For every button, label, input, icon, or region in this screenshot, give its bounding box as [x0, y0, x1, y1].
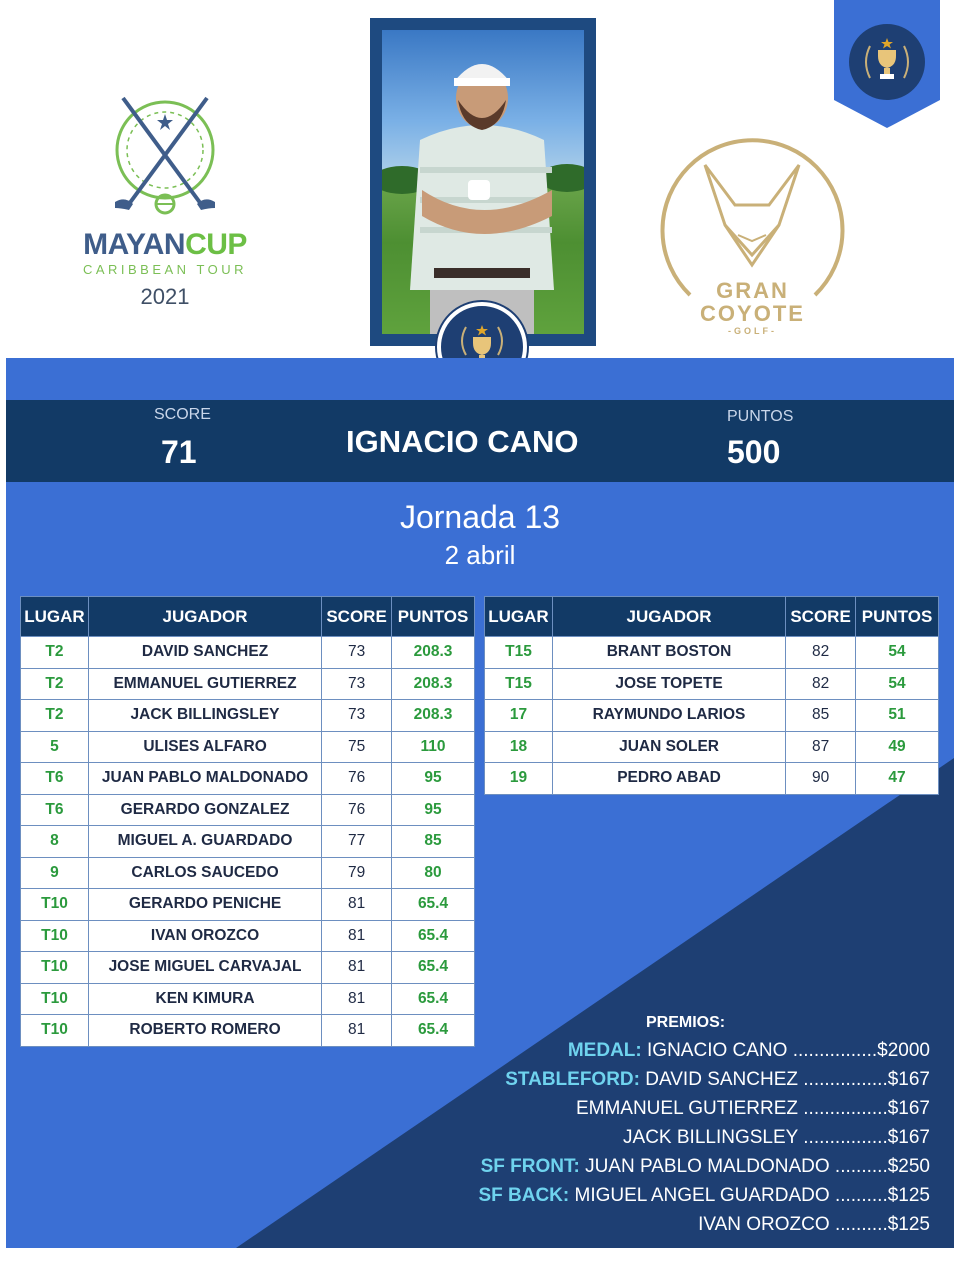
place-cell: T2 — [21, 700, 89, 732]
mayan-cup-logo — [50, 92, 280, 322]
points-cell: 65.4 — [392, 1015, 475, 1047]
prize-category: STABLEFORD: — [505, 1069, 640, 1090]
coyote-line-gran: GRAN — [716, 278, 789, 303]
score-cell: 79 — [322, 857, 392, 889]
prize-category: MEDAL: — [567, 1040, 642, 1061]
player-cell: KEN KIMURA — [88, 983, 321, 1015]
prize-category: SF BACK: — [478, 1185, 570, 1206]
prize-text: JACK BILLINGSLEY ................$167 — [623, 1127, 930, 1148]
table-row — [485, 700, 939, 732]
header-lugar: LUGAR — [21, 597, 89, 637]
player-cell: DAVID SANCHEZ — [88, 637, 321, 669]
prize-line — [568, 1040, 930, 1062]
winner-band — [6, 400, 954, 482]
score-cell: 90 — [786, 763, 856, 795]
player-cell: EMMANUEL GUTIERREZ — [88, 668, 321, 700]
points-cell: 95 — [392, 763, 475, 795]
coyote-line-golf: -GOLF- — [728, 326, 777, 336]
points-cell: 80 — [392, 857, 475, 889]
gran-coyote-logo — [650, 125, 855, 345]
table-row — [21, 763, 475, 795]
place-cell: 5 — [21, 731, 89, 763]
round-date: 2 abril — [444, 540, 516, 570]
score-cell: 76 — [322, 794, 392, 826]
player-cell: JOSE MIGUEL CARVAJAL — [88, 952, 321, 984]
place-cell: T15 — [485, 668, 553, 700]
score-cell: 73 — [322, 637, 392, 669]
round-title: Jornada 13 — [399, 499, 561, 535]
prize-text: IGNACIO CANO ................$2000 — [647, 1040, 930, 1061]
points-cell: 110 — [392, 731, 475, 763]
prize-text: IVAN OROZCO ..........$125 — [698, 1214, 930, 1235]
prizes-title: PREMIOS: — [646, 1014, 726, 1031]
score-cell: 82 — [786, 668, 856, 700]
points-cell: 54 — [856, 637, 939, 669]
points-value: 500 — [727, 434, 781, 470]
header-score: SCORE — [322, 597, 392, 637]
table-row — [21, 700, 475, 732]
table-row — [21, 794, 475, 826]
place-cell: T15 — [485, 637, 553, 669]
golf-player-photo — [382, 30, 584, 334]
points-cell: 49 — [856, 731, 939, 763]
header-puntos: PUNTOS — [392, 597, 475, 637]
score-cell: 77 — [322, 826, 392, 858]
points-cell: 208.3 — [392, 637, 475, 669]
points-cell: 65.4 — [392, 889, 475, 921]
place-cell: T10 — [21, 1015, 89, 1047]
header-puntos: PUNTOS — [856, 597, 939, 637]
prize-line — [623, 1127, 930, 1149]
prize-text: JUAN PABLO MALDONADO ..........$250 — [585, 1156, 930, 1177]
player-cell: CARLOS SAUCEDO — [88, 857, 321, 889]
player-photo-frame — [370, 18, 596, 346]
table-row — [21, 983, 475, 1015]
place-cell: T2 — [21, 637, 89, 669]
place-cell: T10 — [21, 920, 89, 952]
points-cell: 208.3 — [392, 700, 475, 732]
place-cell: 19 — [485, 763, 553, 795]
score-cell: 73 — [322, 668, 392, 700]
prize-line — [481, 1156, 930, 1178]
prize-text: EMMANUEL GUTIERREZ ................$167 — [575, 1098, 930, 1119]
points-cell: 65.4 — [392, 983, 475, 1015]
table-row — [21, 826, 475, 858]
mayan-cup-logo-icon — [105, 92, 225, 222]
player-cell: GERARDO PENICHE — [88, 889, 321, 921]
score-cell: 75 — [322, 731, 392, 763]
points-cell: 51 — [856, 700, 939, 732]
prize-text: DAVID SANCHEZ ................$167 — [645, 1069, 930, 1090]
prize-line — [505, 1069, 930, 1091]
score-cell: 81 — [322, 952, 392, 984]
header-score: SCORE — [786, 597, 856, 637]
gran-coyote-wordmark — [650, 280, 855, 336]
table-row — [21, 731, 475, 763]
score-cell: 81 — [322, 1015, 392, 1047]
player-cell: JOSE TOPETE — [552, 668, 785, 700]
coyote-line-coyote: COYOTE — [700, 301, 805, 326]
place-cell: T10 — [21, 952, 89, 984]
winner-name: IGNACIO CANO — [346, 424, 579, 459]
score-cell: 81 — [322, 920, 392, 952]
points-cell: 95 — [392, 794, 475, 826]
table-row — [21, 952, 475, 984]
table-row — [21, 668, 475, 700]
place-cell: 9 — [21, 857, 89, 889]
points-cell: 47 — [856, 763, 939, 795]
player-cell: JUAN SOLER — [552, 731, 785, 763]
score-cell: 85 — [786, 700, 856, 732]
table-row — [21, 889, 475, 921]
place-cell: T10 — [21, 983, 89, 1015]
table-row — [21, 1015, 475, 1047]
points-cell: 85 — [392, 826, 475, 858]
points-cell: 208.3 — [392, 668, 475, 700]
player-cell: IVAN OROZCO — [88, 920, 321, 952]
score-cell: 81 — [322, 983, 392, 1015]
score-cell: 81 — [322, 889, 392, 921]
results-table-left — [20, 596, 475, 1047]
header-lugar: LUGAR — [485, 597, 553, 637]
place-cell: 17 — [485, 700, 553, 732]
mayan-cup-subtitle: CARIBBEAN TOUR — [82, 262, 248, 277]
table-row — [21, 637, 475, 669]
prize-line — [698, 1214, 930, 1236]
place-cell: T6 — [21, 794, 89, 826]
mayan-cup-wordmark: MAYANCUP — [83, 228, 247, 261]
results-table-right — [484, 596, 939, 795]
player-cell: RAYMUNDO LARIOS — [552, 700, 785, 732]
score-cell: 73 — [322, 700, 392, 732]
place-cell: 8 — [21, 826, 89, 858]
place-cell: T10 — [21, 889, 89, 921]
player-cell: MIGUEL A. GUARDADO — [88, 826, 321, 858]
prize-line — [478, 1185, 930, 1207]
table-row — [21, 857, 475, 889]
place-cell: T6 — [21, 763, 89, 795]
points-cell: 54 — [856, 668, 939, 700]
player-cell: JUAN PABLO MALDONADO — [88, 763, 321, 795]
mayan-cup-year: 2021 — [140, 284, 190, 309]
player-cell: JACK BILLINGSLEY — [88, 700, 321, 732]
table-row — [485, 731, 939, 763]
trophy-ribbon — [834, 0, 940, 128]
header-jugador: JUGADOR — [88, 597, 321, 637]
score-label: SCORE — [154, 406, 211, 423]
points-cell: 65.4 — [392, 952, 475, 984]
place-cell: T2 — [21, 668, 89, 700]
table-row — [21, 920, 475, 952]
points-label: PUNTOS — [727, 408, 794, 425]
player-cell: ULISES ALFARO — [88, 731, 321, 763]
prize-text: MIGUEL ANGEL GUARDADO ..........$125 — [574, 1185, 930, 1206]
player-cell: GERARDO GONZALEZ — [88, 794, 321, 826]
player-cell: ROBERTO ROMERO — [88, 1015, 321, 1047]
player-cell: BRANT BOSTON — [552, 637, 785, 669]
score-cell: 76 — [322, 763, 392, 795]
prize-category: SF FRONT: — [480, 1156, 580, 1177]
place-cell: 18 — [485, 731, 553, 763]
table-row — [485, 637, 939, 669]
table-row — [485, 763, 939, 795]
score-cell: 82 — [786, 637, 856, 669]
points-cell: 65.4 — [392, 920, 475, 952]
player-cell: PEDRO ABAD — [552, 763, 785, 795]
prize-line — [576, 1098, 930, 1120]
score-value: 71 — [161, 434, 197, 470]
header-jugador: JUGADOR — [552, 597, 785, 637]
score-cell: 87 — [786, 731, 856, 763]
table-row — [485, 668, 939, 700]
